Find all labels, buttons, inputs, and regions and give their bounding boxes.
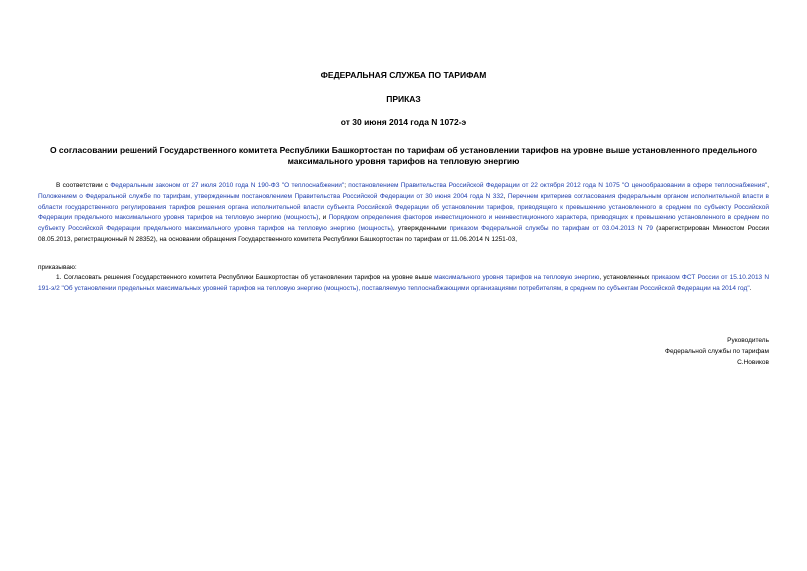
date-number-heading: от 30 июня 2014 года N 1072-э bbox=[340, 117, 467, 127]
fst-order-191-link[interactable]: приказом ФСТ России от 15.10.2013 N 191-э/2 "Об установлении предельных максимальных уровней тарифов на тепловую энергию (мощность), поставляемую теплоснабжающими организациями потребителям, в среднем по субъектам Российской Федерации на 2014 год" bbox=[38, 274, 770, 292]
agency-heading: ФЕДЕРАЛЬНАЯ СЛУЖБА ПО ТАРИФАМ bbox=[320, 70, 487, 80]
fst-order-79-link[interactable]: приказом Федеральной службы по тарифам от 03.04.2013 N 79 bbox=[449, 225, 653, 233]
preamble-text-1: В соответствии с bbox=[56, 182, 111, 189]
preamble-text-3: , bbox=[767, 182, 769, 189]
doc-type-heading: ПРИКАЗ bbox=[386, 94, 421, 104]
preamble-text-6: , утвержденными bbox=[392, 225, 450, 233]
factors-procedure-link[interactable]: Порядком определения факторов инвестиционного и неинвестиционного характера, приводящих к превышению установленного в среднем по субъекту Российской Федерации предельного максимального уровня тарифов на тепловую энергию (мощность) bbox=[38, 214, 769, 233]
item1-text-3: . bbox=[749, 284, 752, 292]
fst-regulation-332-link[interactable]: Положением о Федеральной службе по тарифам, утвержденным постановлением Правительства Российской Федерации от 30 июня 2004 года N 332 bbox=[38, 192, 504, 200]
document-title: О согласовании решений Государственного комитета Республики Башкортостан по тарифам об установлении тарифов на уровне выше установленного предельного максимального уровня тарифов на тепловую энергию bbox=[49, 145, 758, 166]
item1-text-1: 1. Согласовать решения Государственного комитета Республики Башкортостан об установлении тарифов на уровне выше bbox=[56, 274, 435, 281]
preamble-text-5: , и bbox=[318, 214, 329, 222]
preamble-paragraph bbox=[38, 181, 769, 246]
item1-text-2: , установленных bbox=[599, 274, 652, 281]
order-item-1 bbox=[38, 273, 769, 295]
government-decree-1075-link[interactable]: постановлением Правительства Российской Федерации от 22 октября 2012 года N 1075 "О ценообразовании в сфере теплоснабжения" bbox=[348, 182, 768, 189]
signature-org: Федеральной службы по тарифам bbox=[665, 348, 769, 355]
criteria-list-link[interactable]: Перечнем критериев согласования федеральным органом исполнительной власти в области государственного регулирования тарифов решения органа исполнительной власти субъекта Российской Федерации об установлении тарифов, приводящего к превышению установленного в среднем по субъекту Российской Федерации предельного максимального уровня тарифов на тепловую энергию (мощность) bbox=[38, 192, 769, 222]
preamble-text-4: , bbox=[503, 192, 508, 200]
law-190-fz-link[interactable]: Федеральным законом от 27 июля 2010 года N 190-ФЗ "О теплоснабжении" bbox=[110, 182, 345, 189]
preamble-text-2: ; bbox=[344, 182, 349, 189]
max-tariff-level-link[interactable]: максимального уровня тарифов на тепловую энергию bbox=[434, 274, 600, 281]
preamble-text-7: (зарегистрирован Минюстом России 08.05.2013, регистрационный N 28352), на основании обращения Государственного комитета Республики Башкортостан по тарифам от 11.06.2014 N 1251-03, bbox=[38, 225, 770, 243]
signature-role: Руководитель bbox=[727, 337, 769, 344]
signature-name: С.Новиков bbox=[737, 359, 769, 366]
orders-label: приказываю: bbox=[38, 264, 77, 271]
